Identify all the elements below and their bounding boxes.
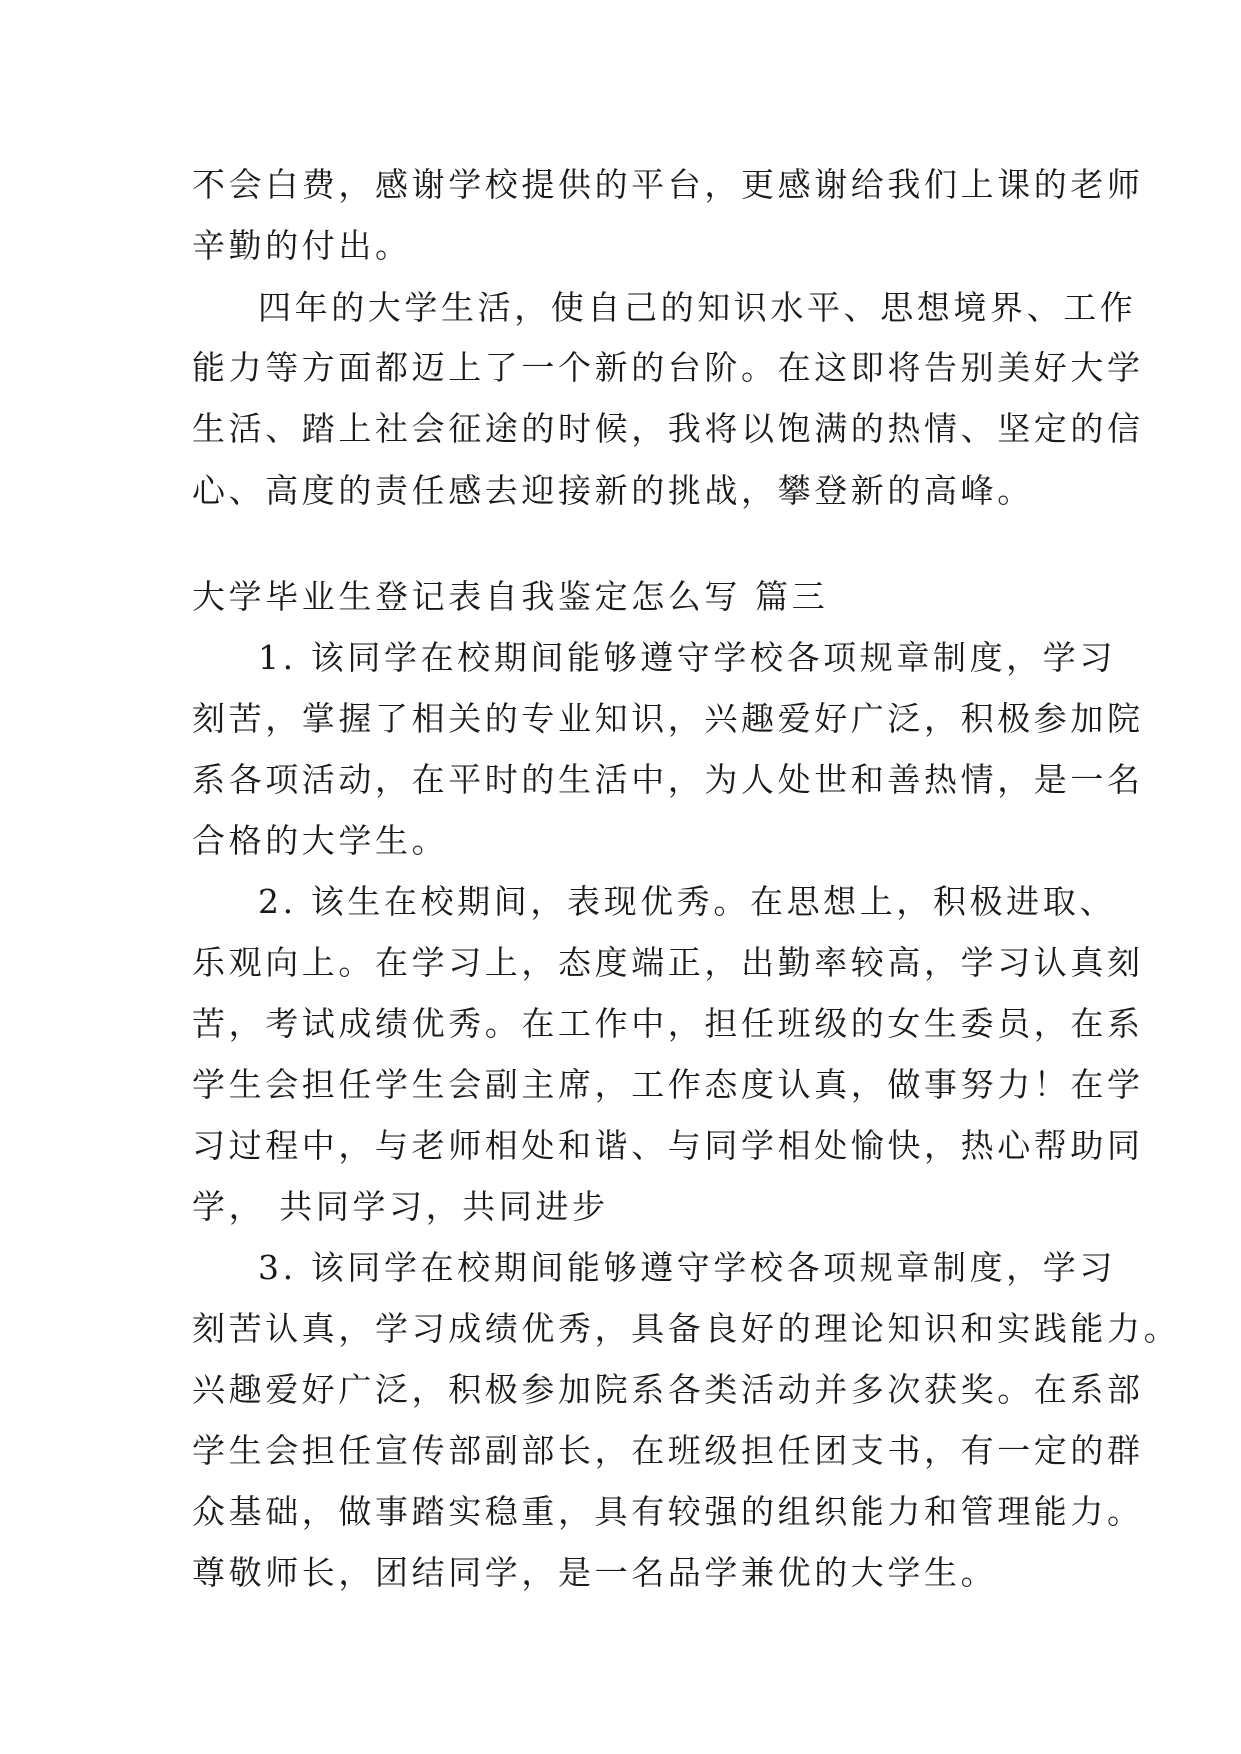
paragraph-first-line: 1. 该同学在校期间能够遵守学校各项规章制度，学习 (258, 638, 1116, 677)
text-line: 心、高度的责任感去迎接新的挑战，攀登新的高峰。 (192, 471, 1034, 510)
text-line: 学， 共同学习，共同进步 (192, 1187, 609, 1226)
text-line: 能力等方面都迈上了一个新的台阶。在这即将告别美好大学 (192, 348, 1144, 387)
text-line: 系各项活动，在平时的生活中，为人处世和善热情，是一名 (192, 760, 1144, 799)
text-line: 乐观向上。在学习上，态度端正，出勤率较高，学习认真刻 (192, 943, 1144, 982)
text-line: 生活、踏上社会征途的时候，我将以饱满的热情、坚定的信 (192, 409, 1144, 448)
paragraph-first-line: 2. 该生在校期间，表现优秀。在思想上，积极进取、 (258, 882, 1116, 921)
text-line: 兴趣爱好广泛，积极参加院系各类活动并多次获奖。在系部 (192, 1370, 1144, 1409)
text-line: 尊敬师长，团结同学，是一名品学兼优的大学生。 (192, 1553, 998, 1592)
paragraph-first-line: 3. 该同学在校期间能够遵守学校各项规章制度，学习 (258, 1248, 1116, 1287)
text-line: 不会白费，感谢学校提供的平台，更感谢给我们上课的老师 (192, 165, 1144, 204)
text-line: 辛勤的付出。 (192, 226, 412, 265)
text-line: 刻苦认真，学习成绩优秀，具备良好的理论知识和实践能力。 (192, 1309, 1181, 1348)
text-line: 苦，考试成绩优秀。在工作中，担任班级的女生委员，在系 (192, 1004, 1144, 1043)
text-line: 刻苦，掌握了相关的专业知识，兴趣爱好广泛，积极参加院 (192, 699, 1144, 738)
text-line: 学生会担任宣传部副部长，在班级担任团支书，有一定的群 (192, 1431, 1144, 1470)
section-heading: 大学毕业生登记表自我鉴定怎么写 篇三 (192, 577, 829, 616)
text-line: 习过程中，与老师相处和谐、与同学相处愉快，热心帮助同 (192, 1126, 1144, 1165)
text-line: 合格的大学生。 (192, 821, 449, 860)
paragraph-first-line: 四年的大学生活，使自己的知识水平、思想境界、工作 (258, 288, 1137, 327)
text-line: 学生会担任学生会副主席，工作态度认真，做事努力！在学 (192, 1065, 1144, 1104)
text-line: 众基础，做事踏实稳重，具有较强的组织能力和管理能力。 (192, 1492, 1144, 1531)
